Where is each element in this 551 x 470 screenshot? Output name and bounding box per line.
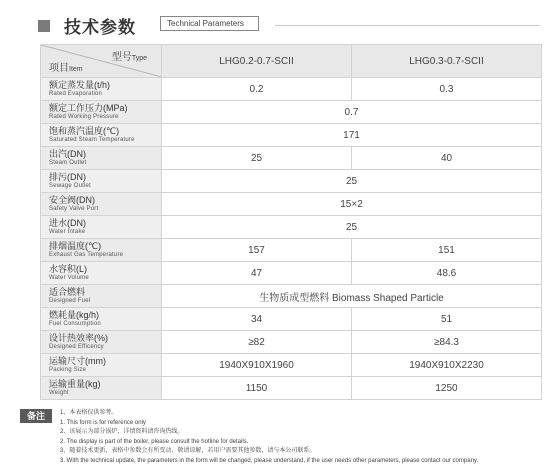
row-label: 水容积(L) Water Volume (41, 262, 162, 285)
row-label: 进水(DN) Water Intake (41, 216, 162, 239)
row-label: 设计热效率(%) Designed Efficency (41, 331, 162, 354)
row-value: ≥84.3 (352, 331, 542, 354)
row-value: 1940X910X1960 (162, 354, 352, 377)
corner-type-label: 型号Type (111, 52, 147, 63)
section-title: 技术参数 (64, 18, 136, 37)
header-square-icon (38, 20, 50, 32)
notes-badge: 备注 (20, 409, 52, 423)
table-row (41, 216, 542, 239)
row-value: 40 (352, 147, 542, 170)
row-value: 0.7 (162, 101, 542, 124)
note-line: 1、本表格仅供参考。 (60, 410, 118, 416)
row-label: 饱和蒸汽温度(℃) Saturated Steam Temperature (41, 124, 162, 147)
row-value: 1250 (352, 377, 542, 400)
row-value: 1150 (162, 377, 352, 400)
row-value: 25 (162, 170, 542, 193)
table-row (41, 239, 542, 262)
note-line: 2、该展示为部分锅炉，详情资料请咨询热线。 (60, 429, 184, 436)
row-label: 燃耗量(kg/h) Fuel Consumption (41, 308, 162, 331)
row-value: 生物质成型燃料 Biomass Shaped Particle (162, 285, 542, 308)
model-header-1: LHG0.2-0.7-SCII (162, 45, 352, 78)
row-label: 运输重量(kg) Weight (41, 377, 162, 400)
table-row (41, 78, 542, 101)
row-value: 171 (162, 124, 542, 147)
notes-list (60, 409, 550, 467)
row-value: 47 (162, 262, 352, 285)
corner-item-label: 项目Item (49, 63, 83, 74)
note-line: 3. With the technical update, the parameters in the form will be changed, please understand, if the user needs other parameters, please contact our company. (60, 457, 479, 464)
header-divider (275, 25, 540, 26)
spec-table (40, 44, 542, 400)
table-row (41, 193, 542, 216)
table-row (41, 101, 542, 124)
note-line: 3、随着技术更新，表格中参数会有所变动，敬请谅解，若用户需要其他参数，请与本公司联系。 (60, 448, 316, 455)
table-row (41, 285, 542, 308)
row-value: 0.2 (162, 78, 352, 101)
row-value: 51 (352, 308, 542, 331)
note-line: 1. This form is for reference only (60, 419, 146, 426)
table-header-row (41, 45, 542, 78)
row-value: ≥82 (162, 331, 352, 354)
table-row (41, 354, 542, 377)
row-label: 额定蒸发量(t/h) Rated Evaporation (41, 78, 162, 101)
row-label: 运输尺寸(mm) Packing Size (41, 354, 162, 377)
table-corner-cell (41, 45, 162, 78)
row-value: 34 (162, 308, 352, 331)
row-label: 出汽(DN) Steam Outlet (41, 147, 162, 170)
row-value: 15×2 (162, 193, 542, 216)
table-row (41, 377, 542, 400)
row-label: 排烟温度(℃) Exhaust Gas Temperature (41, 239, 162, 262)
row-value: 0.3 (352, 78, 542, 101)
table-row (41, 147, 542, 170)
table-row (41, 124, 542, 147)
section-header (20, 8, 540, 42)
row-value: 25 (162, 147, 352, 170)
table-row (41, 331, 542, 354)
table-row (41, 170, 542, 193)
row-label: 适合燃料 Designed Fuel (41, 285, 162, 308)
model-header-2: LHG0.3-0.7-SCII (352, 45, 542, 78)
row-label: 排污(DN) Sewage Outlet (41, 170, 162, 193)
row-value: 48.6 (352, 262, 542, 285)
row-value: 25 (162, 216, 542, 239)
table-row (41, 308, 542, 331)
row-value: 1940X910X2230 (352, 354, 542, 377)
row-label: 安全阀(DN) Safety Valve Port (41, 193, 162, 216)
row-value: 151 (352, 239, 542, 262)
table-row (41, 262, 542, 285)
note-line: 2. The display is part of the boiler, please consult the hotline for details. (60, 438, 249, 445)
section-subtitle: Technical Parameters (160, 16, 259, 31)
row-value: 157 (162, 239, 352, 262)
row-label: 额定工作压力(MPa) Rated Working Pressure (41, 101, 162, 124)
